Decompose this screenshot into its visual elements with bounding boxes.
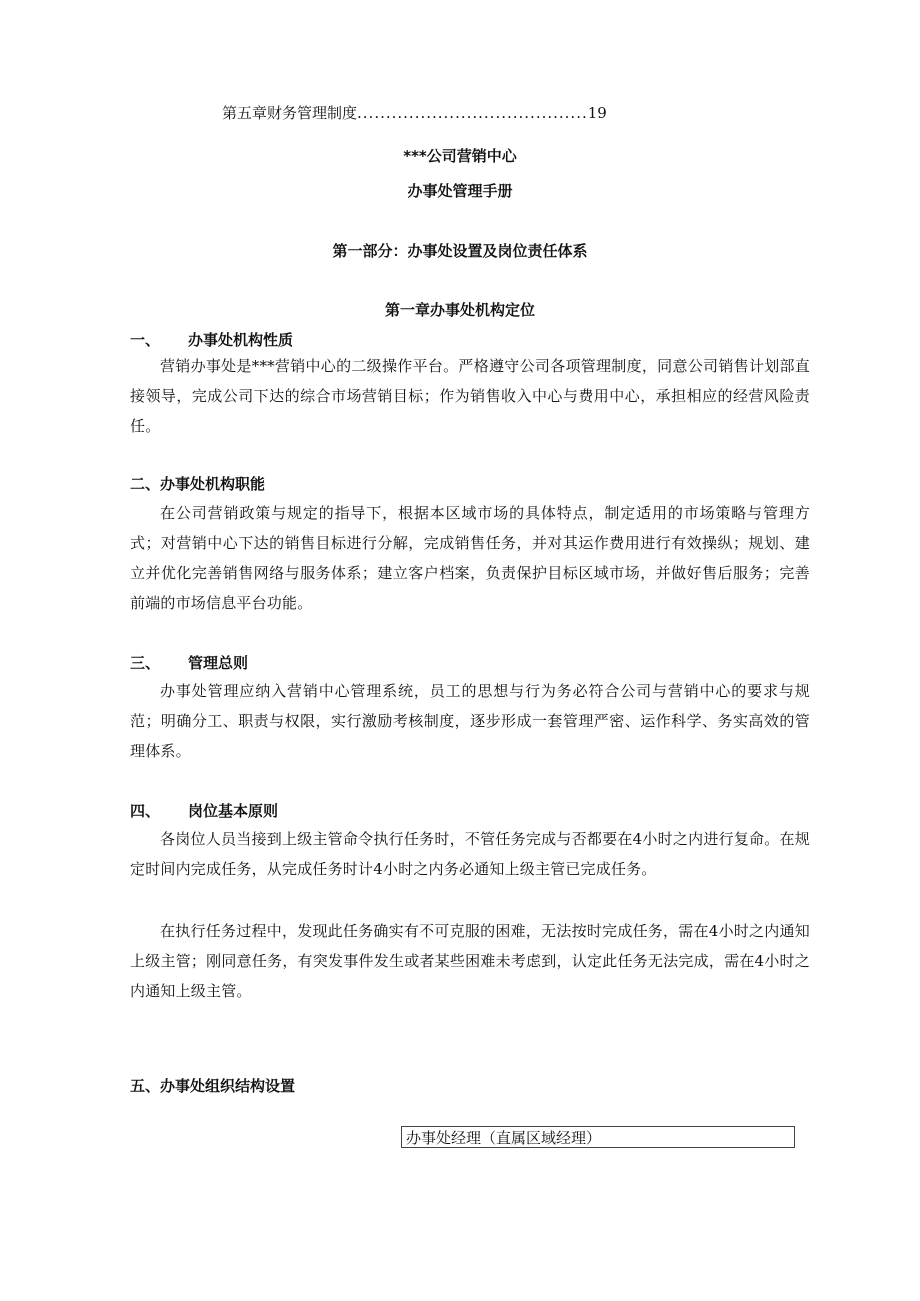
- section-heading-1: [130, 329, 293, 351]
- manual-title: 办事处管理手册: [407, 182, 513, 200]
- toc-leader-dots: ........................................: [357, 104, 588, 122]
- section-number: 一、: [130, 331, 161, 349]
- section-1-paragraph: 营销办事处是***营销中心的二级操作平台。严格遵守公司各项管理制度，同意公司销售计划部直接领导，完成公司下达的综合市场营销目标；作为销售收入中心与费用中心，承担相应的经营风险责任。: [130, 357, 810, 435]
- company-title: ***公司营销中心: [403, 147, 517, 165]
- section-title: 岗位基本原则: [188, 802, 279, 820]
- org-chart-top-box: 办事处经理（直属区域经理）: [401, 1126, 795, 1148]
- section-title: 办事处组织结构设置: [160, 1077, 296, 1095]
- section-number: 四、: [130, 802, 161, 820]
- toc-entry-title: 第五章财务管理制度: [222, 104, 358, 122]
- chapter-title: 第一章办事处机构定位: [384, 301, 535, 319]
- section-heading-5: [130, 1075, 295, 1097]
- section-4-paragraph-1: 各岗位人员当接到上级主管命令执行任务时，不管任务完成与否都要在4小时之内进行复命。在规定时间内完成任务，从完成任务时计4小时之内务必通知上级主管已完成任务。: [130, 830, 810, 878]
- section-heading-2: [130, 473, 265, 495]
- section-3-paragraph: 办事处管理应纳入营销中心管理系统，员工的思想与行为务必符合公司与营销中心的要求与规范；明确分工、职责与权限，实行激励考核制度，逐步形成一套管理严密、运作科学、务实高效的管理体系。: [130, 682, 810, 760]
- section-number: 三、: [130, 654, 161, 672]
- section-title: 办事处机构性质: [188, 331, 294, 349]
- section-title: 管理总则: [188, 654, 249, 672]
- toc-entry[interactable]: [222, 102, 742, 124]
- section-4-paragraph-2: 在执行任务过程中，发现此任务确实有不可克服的困难，无法按时完成任务，需在4小时之内通知上级主管；刚同意任务，有突发事件发生或者某些困难未考虑到，认定此任务无法完成，需在4小时之内通知上级主管。: [130, 922, 810, 1000]
- section-2-paragraph: 在公司营销政策与规定的指导下，根据本区域市场的具体特点，制定适用的市场策略与管理方式；对营销中心下达的销售目标进行分解，完成销售任务，并对其运作费用进行有效操纵；规划、建立并优化完善销售网络与服务体系；建立客户档案，负责保护目标区域市场，并做好售后服务；完善前端的市场信息平台功能。: [130, 504, 810, 612]
- section-heading-3: [130, 652, 248, 674]
- section-heading-4: [130, 800, 278, 822]
- section-title: 办事处机构职能: [160, 475, 266, 493]
- section-number: 五、: [130, 1077, 161, 1095]
- toc-page-number: 19: [587, 104, 607, 122]
- section-number: 二、: [130, 475, 161, 493]
- part-title: 第一部分：办事处设置及岗位责任体系: [332, 242, 588, 260]
